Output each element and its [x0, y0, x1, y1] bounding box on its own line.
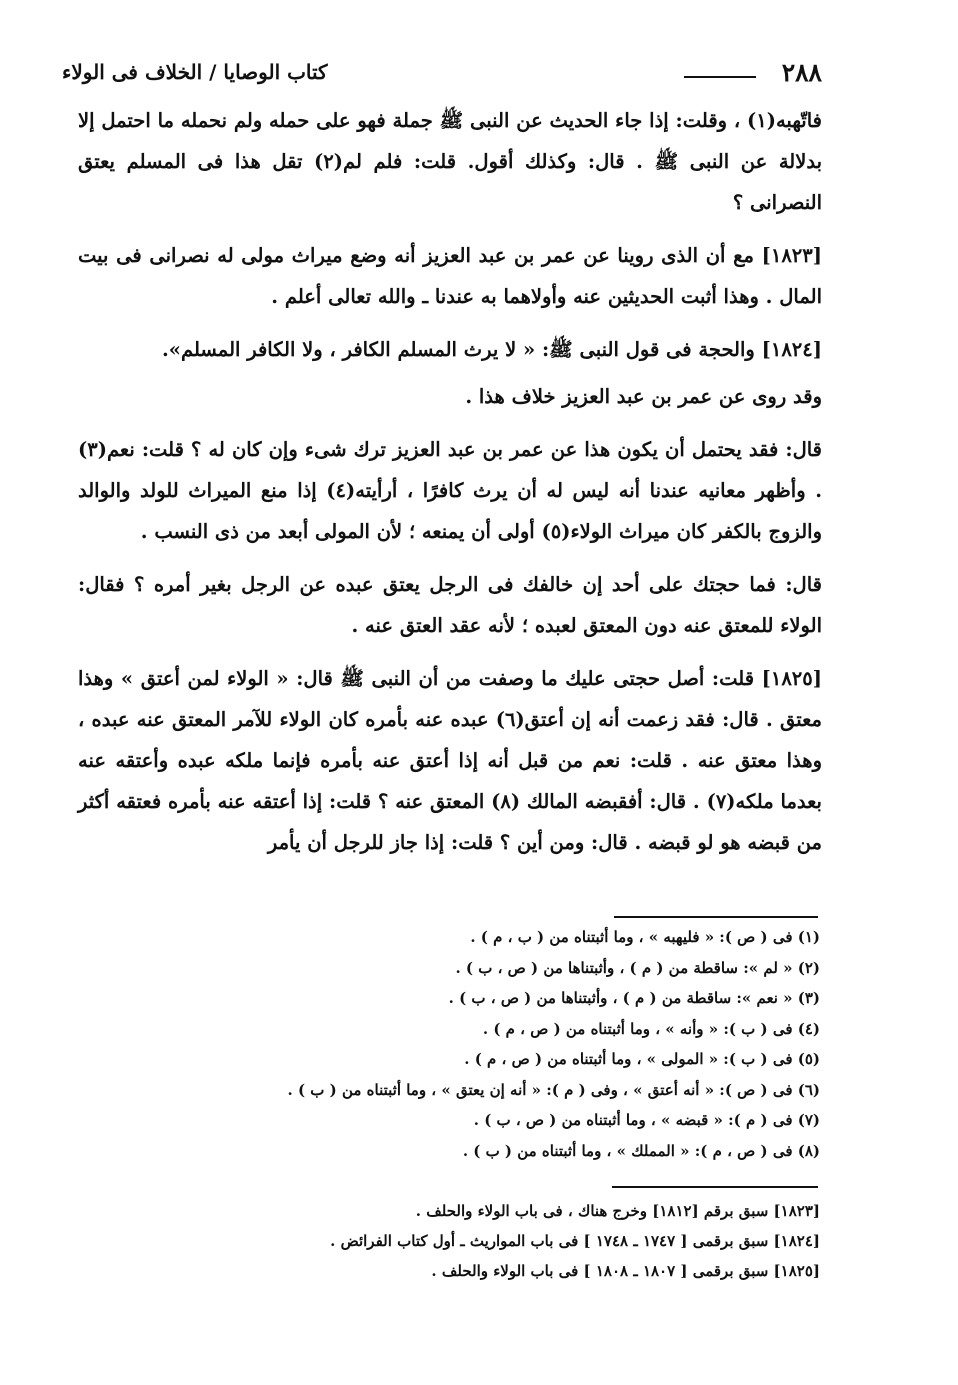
paragraph [78, 564, 822, 646]
footnotes [230, 922, 820, 1166]
paragraph-text: قال: فما حجتك على أحد إن خالفك فى الرجل يعتق عبده عن الرجل بغير أمره ؟ فقال: الولاء للمعتق عنه دون المعتق لعبده ؛ لأنه عقد العتق عنه . [78, 573, 822, 637]
cross-reference: [١٨٢٤] سبق برقمى [ ١٧٤٧ ـ ١٧٤٨ ] فى باب المواريث ـ أول كتاب الفرائض . [330, 1232, 820, 1250]
footnote: (٣) « نعم »: ساقطة من ( م ) ، وأثبتناها من ( ص ، ب ) . [448, 989, 820, 1007]
cross-references [330, 1196, 820, 1286]
paragraph-text: قال: فقد يحتمل أن يكون هذا عن عمر بن عبد العزيز ترك شىء وإن كان له ؟ قلت: نعم(٣) . وأظهر معانيه عندنا أنه ليس له أن يرث كافرًا ، أرأيته(٤) إذا منع الميراث للولد والوالد والزوج بالكفر كان ميراث الولاء(٥) أولى أن يمنعه ؛ لأن المولى أبعد من ذى النسب . [78, 438, 822, 543]
paragraph-text: مع أن الذى روينا عن عمر بن عبد العزيز أنه وضع ميراث مولى له نصرانى فى بيت المال . وهذا أثبت الحديثين عنه وأولاهما به عندنا ـ والله تعالى أعلم . [78, 244, 822, 308]
footnote: (٤) فى ( ب ): « وأنه » ، وما أثبتناه من ( ص ، م ) . [482, 1019, 820, 1038]
paragraph-number: [١٨٢٥] [761, 667, 822, 690]
main-text [78, 100, 822, 863]
paragraph-text: قلت: أصل حجتى عليك ما وصفت من أن النبى ﷺ قال: « الولاء لمن أعتق » وهذا معتق . قال: فقد زعمت أنه إن أعتق(٦) عبده عنه بأمره كان الولاء للآمر المعتق عنه عبده ، وهذا معتق عنه . قلت: نعم من قبل أنه إذا أعتق عنه بأمره فإنما ملكه عبده وأعتقه عنه بعدما ملكه(٧) . قال: أفقبضه المالك (٨) المعتق عنه ؟ قلت: إذا أعتقه عنه بأمره فعتقه أكثر من قبضه هو لو قبضه . قال: ومن أين ؟ قلت: إذا جاز للرجل أن يأمر [78, 667, 822, 854]
footnote: (٥) فى ( ب ): « المولى » ، وما أثبتناه من ( ص ، م ) . [464, 1050, 820, 1068]
paragraph [78, 658, 822, 863]
footnote: (٢) « لم »: ساقطة من ( م ) ، وأثبتناها من ( ص ، ب ) . [455, 958, 820, 977]
footnote: (٦) فى ( ص ): « أنه أعتق » ، وفى ( م ): « أنه إن يعتق » ، وما أثبتناه من ( ب ) . [287, 1080, 820, 1099]
header-rule [684, 76, 756, 78]
paragraph-text: فاتّهبه(١) ، وقلت: إذا جاء الحديث عن النبى ﷺ جملة فهو على حمله ولم نحمله ما احتمل إلا بدلالة عن النبى ﷺ . قال: وكذلك أقول. قلت: فلم لم(٢) تقل هذا فى المسلم يعتق النصرانى ؟ [78, 109, 822, 214]
paragraph [78, 429, 822, 552]
cross-reference: [١٨٢٣] سبق برقم [١٨١٢] وخرج هناك ، فى باب الولاء والحلف . [415, 1202, 820, 1220]
paragraph [78, 235, 822, 317]
paragraph-number: [١٨٢٤] [761, 338, 822, 361]
paragraph [78, 100, 822, 223]
footnote: (١) فى ( ص ): « فليهبه » ، وما أثبتناه من ( ب ، م ) . [470, 928, 820, 946]
cross-reference: [١٨٢٥] سبق برقمى [ ١٨٠٧ ـ ١٨٠٨ ] فى باب الولاء والحلف . [431, 1262, 820, 1280]
paragraph-text: وقد روى عن عمر بن عبد العزيز خلاف هذا . [465, 385, 822, 408]
paragraph-number: [١٨٢٣] [761, 244, 822, 267]
footnote: (٧) فى ( م ): « قبضه » ، وما أثبتناه من ( ص ، ب ) . [473, 1111, 820, 1129]
cross-reference-rule [612, 1186, 818, 1188]
footnote: (٨) فى ( ص ، م ): « المملك » ، وما أثبتناه من ( ب ) . [462, 1141, 820, 1160]
paragraph [78, 376, 822, 417]
running-title: كتاب الوصايا / الخلاف فى الولاء [62, 60, 328, 84]
page-number: ٢٨٨ [781, 58, 822, 87]
paragraph-text: والحجة فى قول النبى ﷺ: « لا يرث المسلم الكافر ، ولا الكافر المسلم». [162, 338, 755, 361]
footnotes-rule [614, 916, 818, 918]
paragraph [78, 329, 822, 370]
running-head [62, 52, 822, 92]
